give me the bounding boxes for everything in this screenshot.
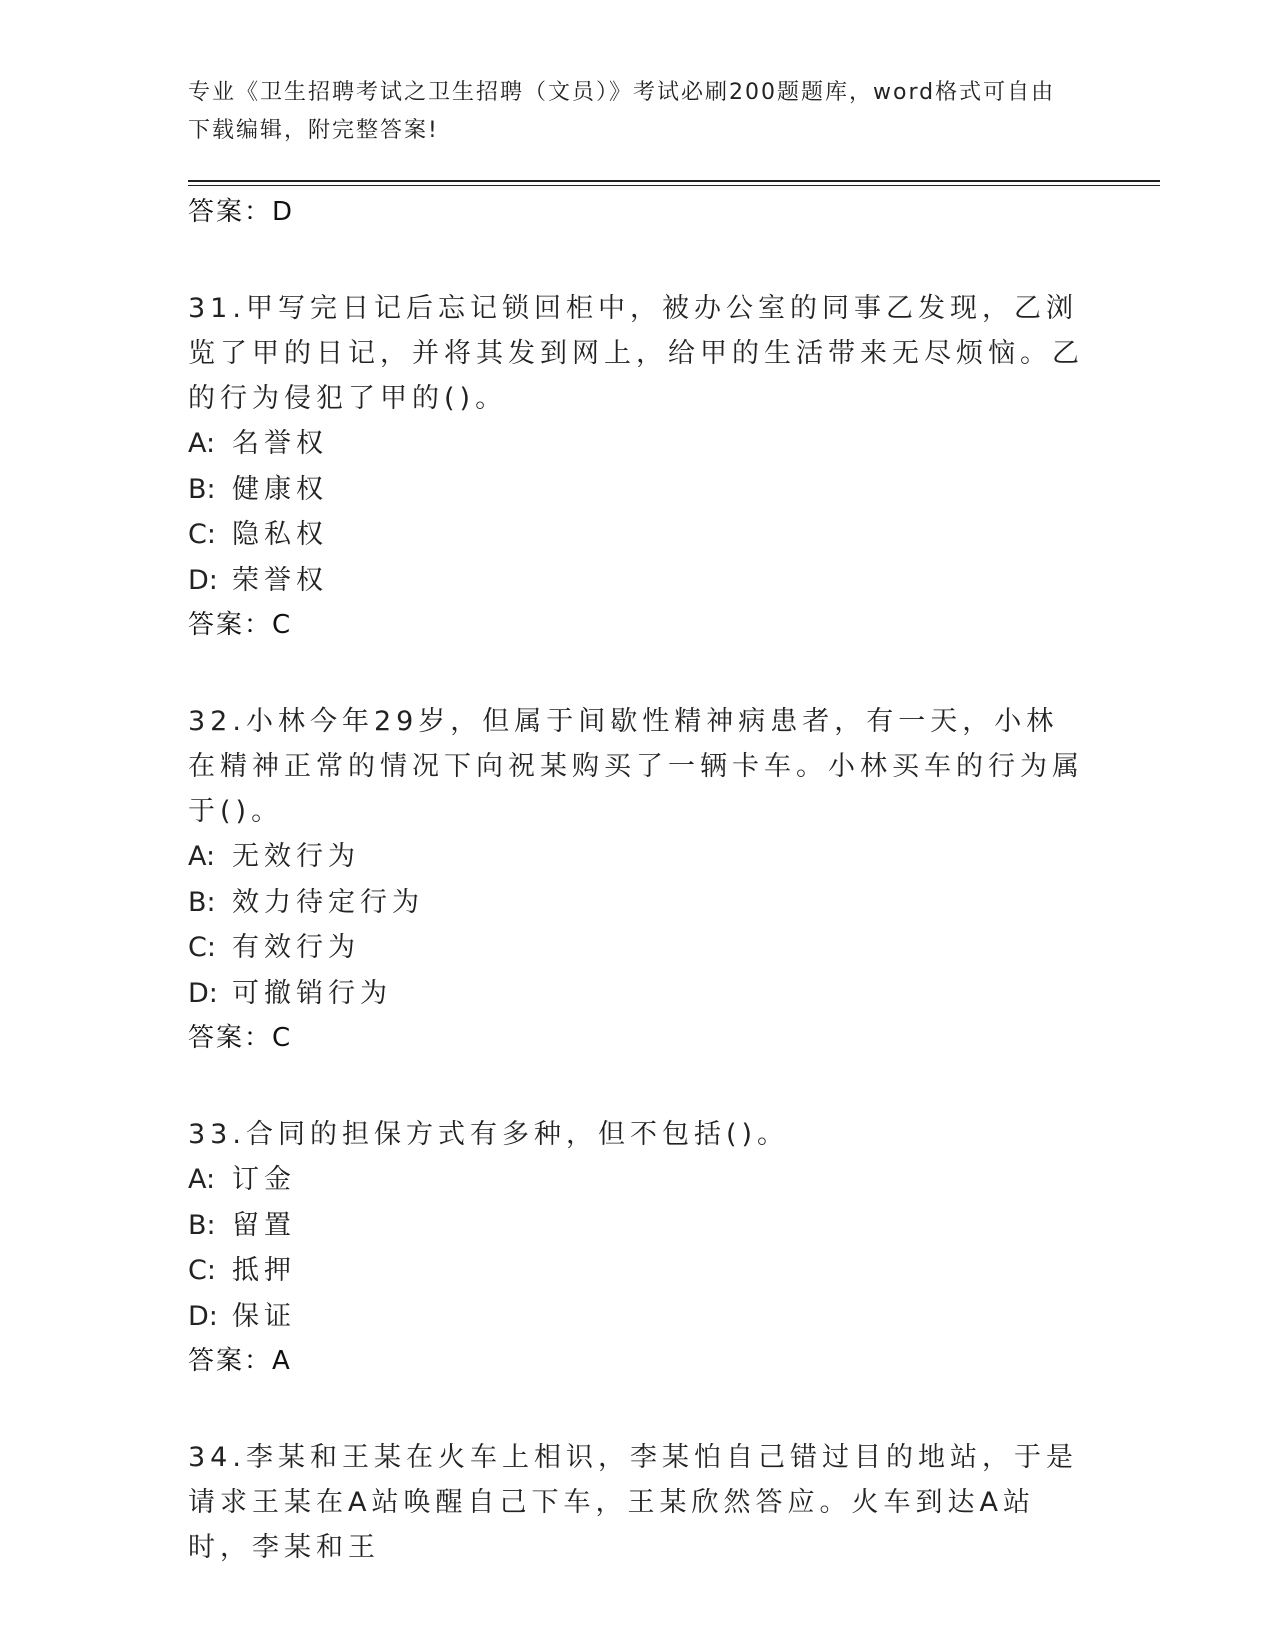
option-b: [188, 880, 1088, 926]
option-a: [188, 1157, 1088, 1203]
document-header: 专业《卫生招聘考试之卫生招聘（文员）》考试必刷200题题库，word格式可自由下载编辑，附完整答案!: [188, 80, 1056, 143]
option-key: B:: [188, 886, 216, 918]
option-d: [188, 971, 1088, 1017]
option-key: C:: [188, 1255, 216, 1286]
document-body: [188, 190, 1088, 1570]
option-key: A:: [188, 841, 216, 872]
option-text: 名誉权: [232, 428, 328, 459]
option-c: [188, 1248, 1088, 1294]
option-key: A:: [188, 428, 216, 459]
header-divider-thick: [188, 180, 1160, 182]
option-text: 留置: [232, 1209, 296, 1241]
option-a: [188, 421, 1088, 467]
option-text: 保证: [232, 1300, 296, 1332]
option-text: 抵押: [232, 1255, 296, 1286]
option-text: 有效行为: [232, 932, 360, 963]
option-b: [188, 467, 1088, 513]
header-divider-thin: [188, 185, 1160, 186]
option-text: 无效行为: [232, 841, 360, 872]
option-d: [188, 558, 1088, 604]
question-text: 32.小林今年29岁，但属于间歇性精神病患者，有一天，小林在精神正常的情况下向祝某购买了一辆卡车。小林买车的行为属于()。: [188, 706, 1084, 827]
option-text: 健康权: [232, 473, 328, 505]
option-key: D:: [188, 564, 218, 596]
option-text: 订金: [232, 1164, 296, 1195]
option-c: [188, 512, 1088, 558]
question-text: 31.甲写完日记后忘记锁回柜中，被办公室的同事乙发现，乙浏览了甲的日记，并将其发到网上，给甲的生活带来无尽烦恼。乙的行为侵犯了甲的()。: [188, 293, 1084, 414]
answer-line: 答案：C: [188, 610, 293, 640]
option-text: 效力待定行为: [232, 886, 424, 918]
answer-line: 答案：D: [188, 197, 295, 227]
option-key: D:: [188, 977, 218, 1009]
option-key: B:: [188, 473, 216, 505]
option-text: 荣誉权: [232, 564, 328, 596]
option-key: C:: [188, 932, 216, 963]
answer-line: 答案：A: [188, 1346, 292, 1376]
option-key: D:: [188, 1300, 218, 1332]
question-text: 33.合同的担保方式有多种，但不包括()。: [188, 1119, 790, 1150]
option-a: [188, 834, 1088, 880]
option-c: [188, 925, 1088, 971]
option-d: [188, 1294, 1088, 1340]
option-b: [188, 1203, 1088, 1249]
option-text: 隐私权: [232, 519, 328, 550]
answer-line: 答案：C: [188, 1023, 293, 1053]
question-text: 34.李某和王某在火车上相识，李某怕自己错过目的地站，于是请求王某在A站唤醒自己下车，王某欣然答应。火车到达A站时，李某和王: [188, 1442, 1078, 1563]
option-key: A:: [188, 1164, 216, 1195]
option-text: 可撤销行为: [232, 977, 392, 1009]
option-key: C:: [188, 519, 216, 550]
option-key: B:: [188, 1209, 216, 1241]
